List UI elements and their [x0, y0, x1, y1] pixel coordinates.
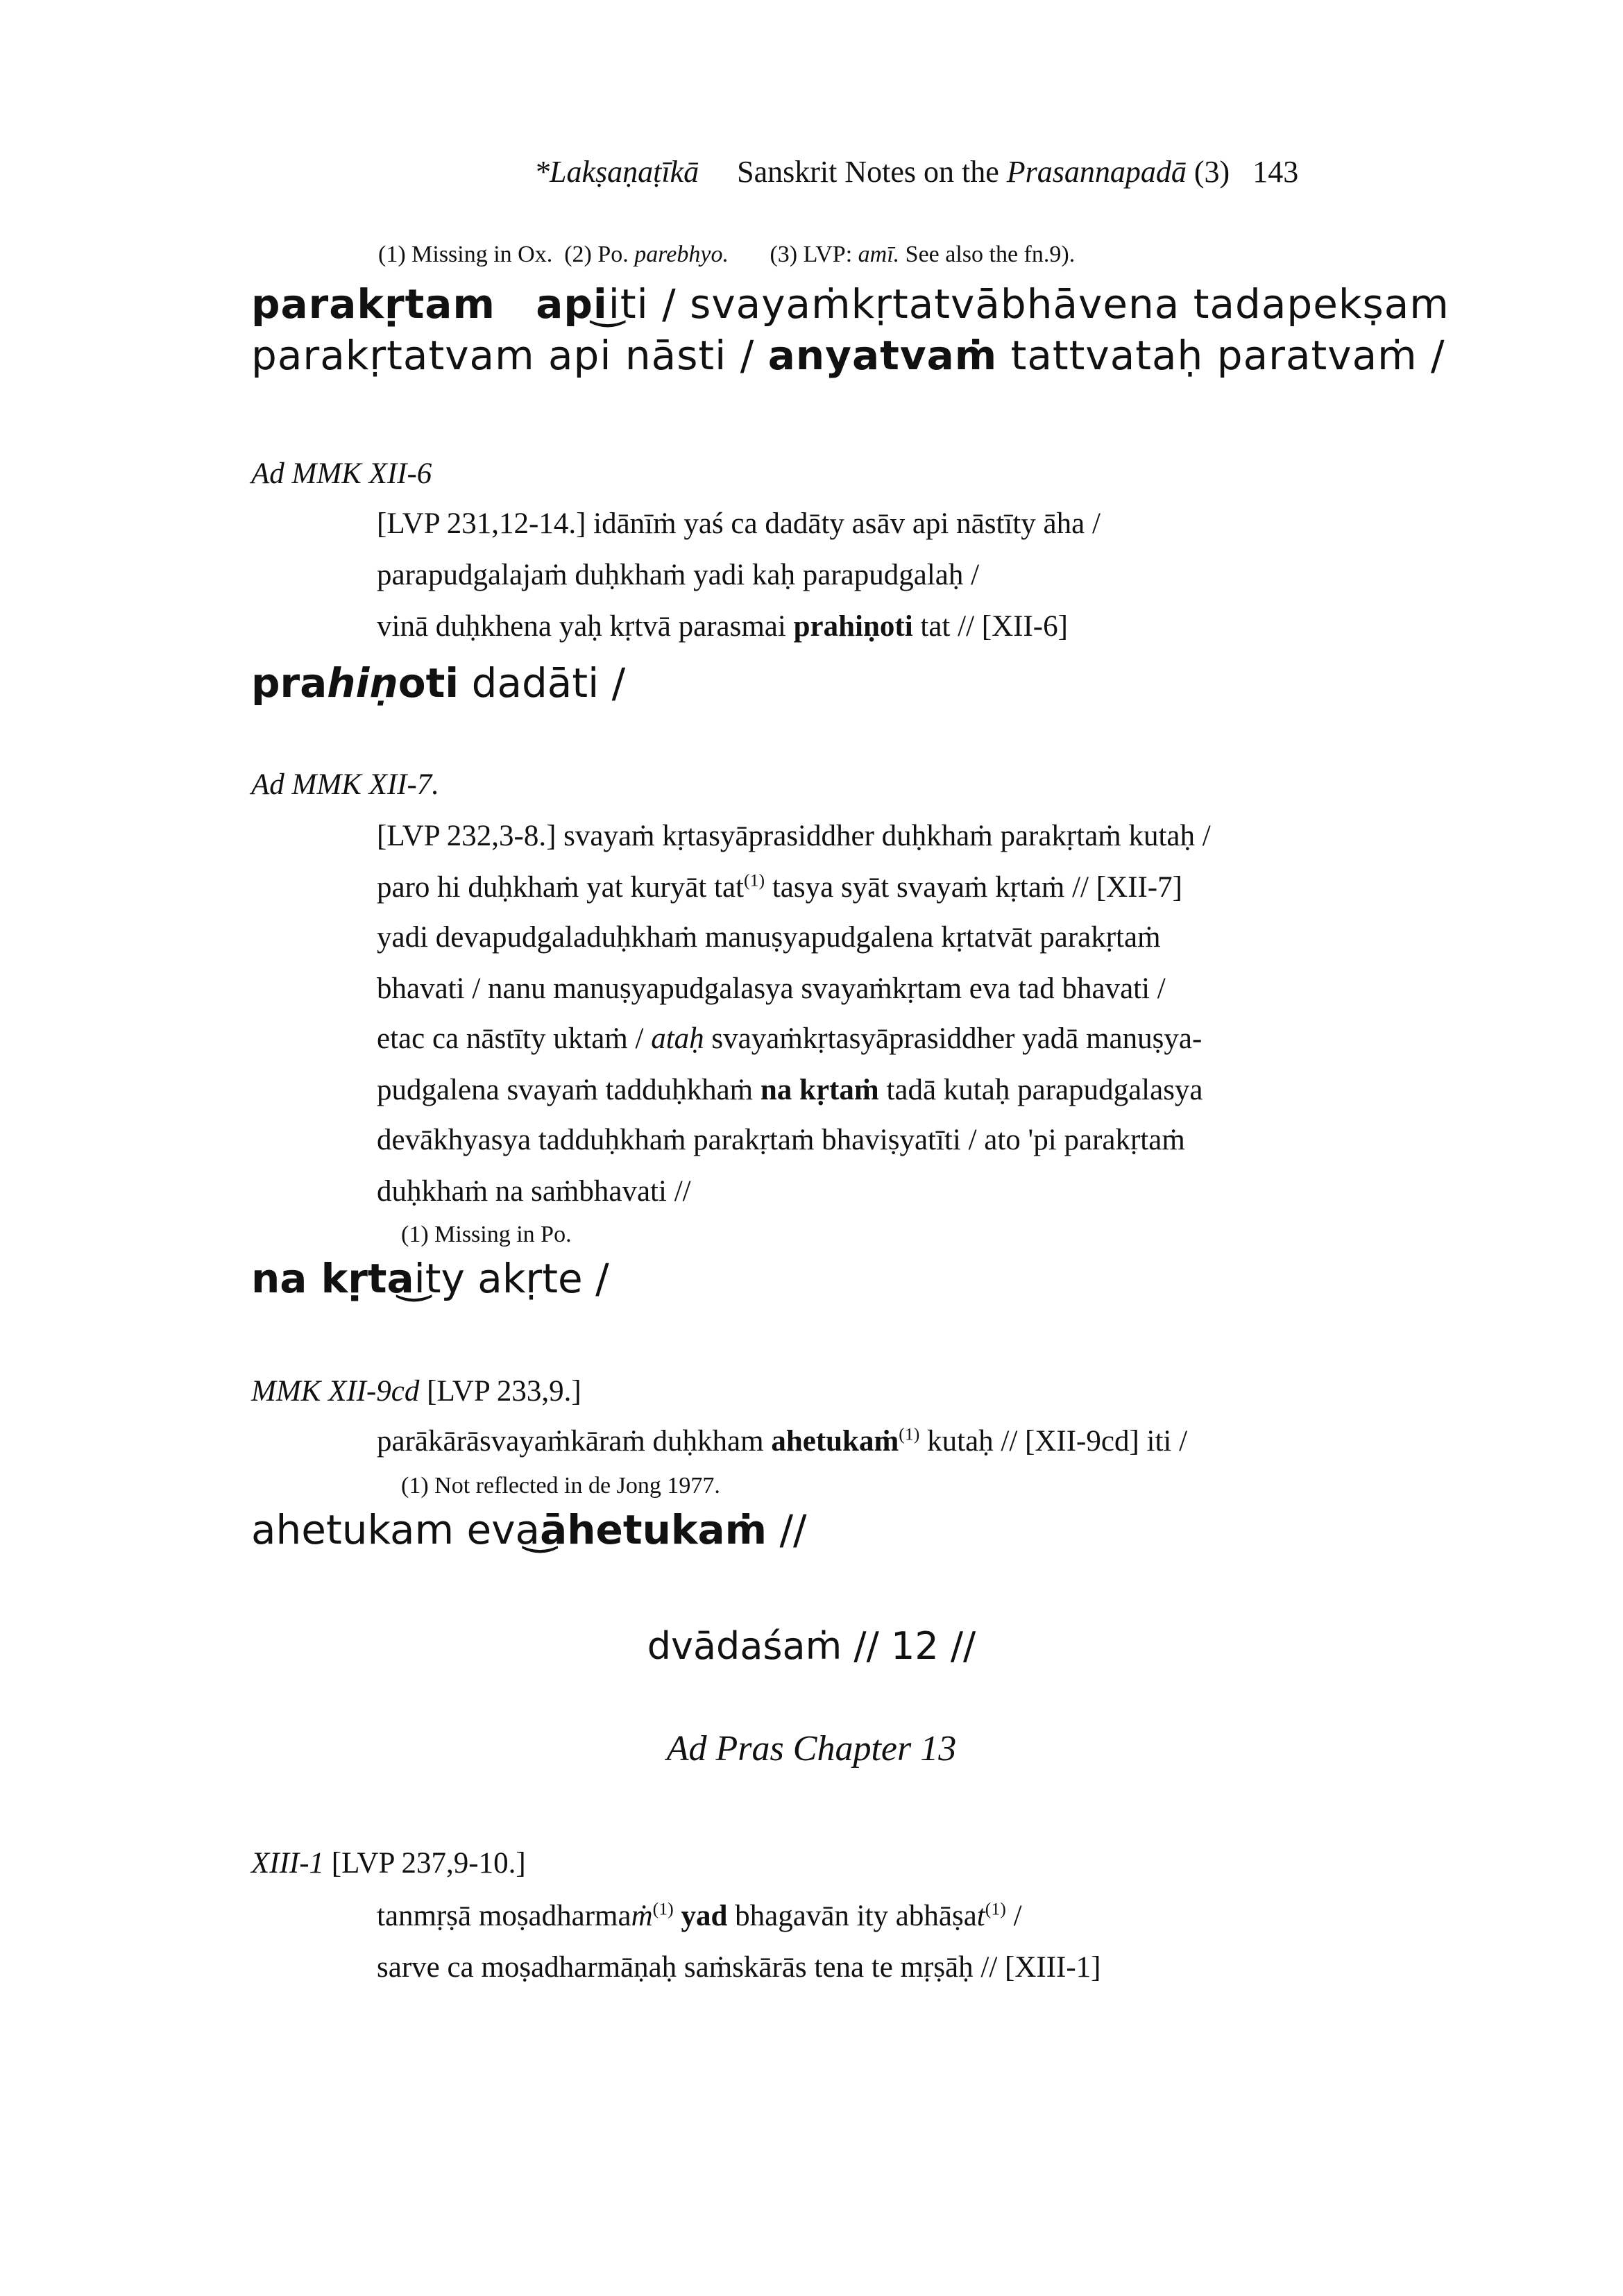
xii9-line1-sup: (1): [899, 1424, 920, 1444]
lemma-prahinoti-post: dadāti /: [459, 659, 626, 707]
xii7-line8: duḥkhaṁ na saṁbhavati //: [377, 1175, 691, 1208]
xii7-line1: [LVP 232,3-8.] svayaṁ kṛtasyāprasiddher duḥkhaṁ parakṛtaṁ kutaḥ /: [377, 820, 1211, 852]
lemma-api: api: [536, 280, 608, 328]
top-footnotes: [378, 242, 1075, 268]
lemma-prahinoti: [251, 659, 625, 707]
block1-line1-rest: iti / svayaṁkṛtatvābhāvena tadapekṣam: [608, 280, 1450, 328]
xii9-line1-bold: ahetukaṁ: [771, 1425, 899, 1458]
xii6-line1: [LVP 231,12-14.] idānīṁ yaś ca dadāty asāv api nāstīty āha /: [377, 507, 1101, 540]
xii7-line5: [377, 1022, 1202, 1056]
xiii1-line1-sup2: (1): [985, 1898, 1006, 1919]
xiii1-line1-mid: bhagavān ity abhāṣa: [727, 1900, 977, 1932]
lemma-ahetukam-bold: āhetukaṁ: [540, 1506, 767, 1553]
xii7-line7: devākhyasya tadduḥkhaṁ parakṛtaṁ bhaviṣyatīti / ato 'pi parakṛtaṁ: [377, 1124, 1185, 1156]
xii7-line2-pre: paro hi duḥkhaṁ yat kuryāt tat: [377, 871, 744, 904]
heading-xiii1-it: XIII-1: [251, 1847, 325, 1880]
lemma-parakrtam: parakṛtam: [251, 280, 495, 328]
heading-xii7: Ad MMK XII-7.: [251, 768, 440, 801]
xiii1-line1-post: /: [1005, 1900, 1022, 1932]
xii9-footnote: (1) Not reflected in de Jong 1977.: [401, 1473, 720, 1499]
page-number: 143: [1252, 155, 1299, 189]
xii9-line1-pre: parākārāsvayaṁkāraṁ duḥkham: [377, 1425, 772, 1458]
xii7-line4: bhavati / nanu manuṣyapudgalasya svayaṁkṛtam eva tad bhavati /: [377, 972, 1166, 1005]
xii7-line3: yadi devapudgaladuḥkhaṁ manuṣyapudgalena kṛtatvāt parakṛtaṁ: [377, 921, 1161, 954]
top-note-3-pre: (3) LVP:: [770, 242, 858, 267]
block1-line2-post: tattvataḥ paratvaṁ /: [997, 332, 1445, 379]
block1-line2: [251, 332, 1445, 379]
header-title-prefix: Sanskrit Notes on the: [737, 155, 1007, 189]
xiii1-line2: sarve ca moṣadharmāṇaḥ saṁskārās tena te mṛṣāḥ // [XIII-1]: [377, 1951, 1101, 1984]
xii9-line1-post: kutaḥ // [XII-9cd] iti /: [919, 1425, 1188, 1458]
xii9-line1: [377, 1424, 1187, 1458]
lemma-prahinoti-b: hiṇ: [327, 659, 398, 707]
top-note-2-word: parebhyo.: [634, 242, 729, 267]
block1-line2-pre: parakṛtatvam api nāsti /: [251, 332, 768, 379]
xiii1-line1-sup: (1): [652, 1898, 674, 1919]
xii7-line6-post: tadā kutaḥ parapudgalasya: [878, 1074, 1203, 1106]
chapter-end: dvādaśaṁ // 12 //: [647, 1624, 976, 1668]
lemma-ahetukam: [251, 1506, 807, 1553]
xii7-line6-bold: na kṛtaṁ: [760, 1074, 879, 1106]
xii6-line3-post: tat // [XII-6]: [912, 610, 1068, 643]
heading-xiii1: [251, 1846, 526, 1880]
lemma-anyatvam: anyatvaṁ: [767, 332, 998, 379]
header-series: *Lakṣaṇaṭīkā: [534, 155, 699, 189]
xiii1-line1-it: ṁ: [631, 1900, 653, 1932]
heading-xii9-post: [LVP 233,9.]: [419, 1375, 581, 1408]
chapter-heading: Ad Pras Chapter 13: [666, 1729, 957, 1769]
running-header: [534, 154, 1298, 189]
xii6-line3: [377, 609, 1068, 643]
xiii1-line1-bold: yad: [681, 1900, 728, 1932]
top-note-1: (1) Missing in Ox.: [378, 242, 553, 267]
heading-xii9: [251, 1374, 581, 1408]
lemma-prahinoti-c: oti: [398, 659, 459, 707]
xii7-line2-post: tasya syāt svayaṁ kṛtaṁ // [XII-7]: [765, 871, 1182, 904]
heading-xii6: Ad MMK XII-6: [251, 457, 432, 490]
header-title-part: (3): [1186, 155, 1230, 189]
xii7-line5-post: svayaṁkṛtasyāprasiddher yadā manuṣya-: [704, 1022, 1203, 1055]
top-note-2-pre: (2) Po.: [564, 242, 635, 267]
lemma-na-krta-a: na kṛta: [251, 1255, 414, 1302]
lemma-na-krta-b: ity akṛte /: [414, 1255, 609, 1302]
xiii1-line1-pre: tanmṛṣā moṣadharma: [377, 1900, 631, 1932]
xii7-line2: [377, 870, 1182, 904]
xii7-line6-pre: pudgalena svayaṁ tadduḥkhaṁ: [377, 1074, 760, 1106]
lemma-ahetukam-post: //: [767, 1506, 807, 1553]
xii7-line6: [377, 1073, 1203, 1107]
xii6-line3-pre: vinā duḥkhena yaḥ kṛtvā parasmai: [377, 610, 794, 643]
xiii1-line1: [377, 1899, 1022, 1933]
xii6-line3-bold: prahiṇoti: [793, 610, 913, 643]
top-note-3-post: See also the fn.9).: [899, 242, 1076, 267]
xiii1-line1-it2: t: [976, 1900, 985, 1932]
xii7-footnote: (1) Missing in Po.: [401, 1222, 572, 1247]
heading-xiii1-post: [LVP 237,9-10.]: [324, 1847, 526, 1880]
block1-line1: parakṛtam api͜iti / svayaṁkṛtatvābhāvena tadapekṣam: [251, 280, 1450, 328]
xii7-line5-it: ataḥ: [651, 1022, 704, 1055]
xii7-line2-sup: (1): [744, 870, 765, 890]
xii6-line2: parapudgalajaṁ duḥkhaṁ yadi kaḥ parapudgalaḥ /: [377, 559, 980, 591]
top-note-3-word: amī.: [858, 242, 900, 267]
heading-xii9-it: MMK XII-9cd: [251, 1375, 420, 1408]
lemma-prahinoti-a: pra: [251, 659, 328, 707]
lemma-na-krta: [251, 1255, 609, 1302]
header-title-work: Prasannapadā: [1006, 155, 1187, 189]
xii7-line5-pre: etac ca nāstīty uktaṁ /: [377, 1022, 652, 1055]
lemma-ahetukam-pre: ahetukam eva: [251, 1506, 541, 1553]
